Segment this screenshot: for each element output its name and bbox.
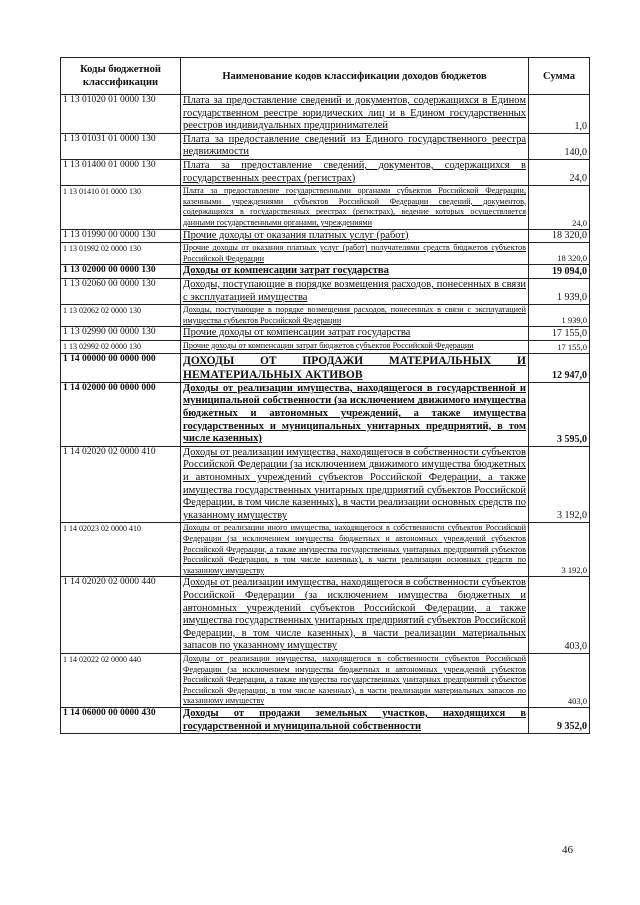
table-row [61, 186, 590, 229]
table-row [61, 243, 590, 265]
row-name-cell: Доходы от реализации имущества, находящегося в собственности субъектов Российской Федерации (за исключением имущества бюджетных и автономных учреждений субъектов Российской Федерации, а также имущества государственных унитарных предприятий субъектов Российской Федерации, в том числе казенных), в части реализации материальных запасов по указанному имуществу [181, 653, 529, 707]
row-code-cell: 1 13 01990 00 0000 130 [61, 229, 181, 243]
table-row [61, 305, 590, 327]
row-code-cell: 1 13 02062 02 0000 130 [61, 305, 181, 327]
table-header-row [61, 58, 590, 95]
row-name-cell: Доходы от реализации имущества, находящегося в собственности субъектов Российской Федерации (за исключением движимого имущества бюджетных и автономных учреждений субъектов Российской Федерации, а также имущества государственных унитарных предприятий субъектов Российской Федерации, в том числе казенных), в части реализации основных средств по указанному имуществу [181, 446, 529, 523]
row-sum-cell: 18 320,0 [529, 243, 590, 265]
header-sum: Сумма [529, 58, 590, 95]
row-name-cell: Доходы от компенсации затрат государства [181, 265, 529, 279]
row-name-cell: Доходы от реализации имущества, находящегося в собственности субъектов Российской Федерации (за исключением имущества бюджетных и автономных учреждений субъектов Российской Федерации, а также имущества государственных унитарных предприятий субъектов Российской Федерации, в том числе казенных), в части реализации материальных запасов по указанному имуществу [181, 577, 529, 654]
table-row [61, 577, 590, 654]
row-sum-cell: 403,0 [529, 653, 590, 707]
table-row [61, 523, 590, 577]
row-code-cell: 1 13 01020 01 0000 130 [61, 95, 181, 134]
table-row [61, 278, 590, 304]
row-name-cell: Прочие доходы от компенсации затрат государства [181, 327, 529, 341]
row-name-cell: Доходы, поступающие в порядке возмещения расходов, понесенных в связи с эксплуатацией имущества субъектов Российской Федерации [181, 305, 529, 327]
row-code-cell: 1 13 02060 00 0000 130 [61, 278, 181, 304]
row-sum-cell: 9 352,0 [529, 707, 590, 733]
row-code-cell: 1 13 01410 01 0000 130 [61, 186, 181, 229]
row-sum-cell: 24,0 [529, 186, 590, 229]
table-row [61, 653, 590, 707]
table-row [61, 327, 590, 341]
row-name-cell: ДОХОДЫ ОТ ПРОДАЖИ МАТЕРИАЛЬНЫХ И НЕМАТЕРИАЛЬНЫХ АКТИВОВ [181, 353, 529, 382]
row-name-cell: Плата за предоставление сведений из Единого государственного реестра недвижимости [181, 133, 529, 159]
row-code-cell: 1 14 02020 02 0000 440 [61, 577, 181, 654]
table-row [61, 340, 590, 353]
row-name-cell: Прочие доходы от оказания платных услуг (работ) получателями средств бюджетов субъектов Российской Федерации [181, 243, 529, 265]
document-page [60, 57, 589, 734]
row-sum-cell: 17 155,0 [529, 327, 590, 341]
table-row [61, 95, 590, 134]
row-name-cell: Плата за предоставление сведений, документов, содержащихся в государственных реестрах (регистрах) [181, 159, 529, 185]
table-row [61, 446, 590, 523]
row-sum-cell: 1 939,0 [529, 278, 590, 304]
row-sum-cell: 17 155,0 [529, 340, 590, 353]
row-name-cell: Плата за предоставление государственными органами субъектов Российской Федерации, казенными учреждениями субъектов Российской Федерации сведений, документов, содержащихся в государственных реестрах (регистрах), ведение которых осуществляется данными государственными органами, учреждениями [181, 186, 529, 229]
row-code-cell: 1 14 02000 00 0000 000 [61, 382, 181, 446]
table-row [61, 353, 590, 382]
row-code-cell: 1 13 02000 00 0000 130 [61, 265, 181, 279]
header-code: Коды бюджетной классификации [61, 58, 181, 95]
row-sum-cell: 140,0 [529, 133, 590, 159]
row-code-cell: 1 13 02992 02 0000 130 [61, 340, 181, 353]
row-code-cell: 1 14 00000 00 0000 000 [61, 353, 181, 382]
budget-income-table [60, 57, 590, 734]
row-code-cell: 1 14 06000 00 0000 430 [61, 707, 181, 733]
row-code-cell: 1 13 01031 01 0000 130 [61, 133, 181, 159]
row-name-cell: Доходы от реализации имущества, находящегося в государственной и муниципальной собственности (за исключением движимого имущества бюджетных и автономных учреждений, а также имущества государственных и муниципальных унитарных предприятий, в том числе казенных) [181, 382, 529, 446]
table-row [61, 159, 590, 185]
row-code-cell: 1 13 01400 01 0000 130 [61, 159, 181, 185]
table-body [61, 95, 590, 734]
table-row [61, 229, 590, 243]
row-name-cell: Доходы от реализации иного имущества, находящегося в собственности субъектов Российской Федерации (за исключением имущества бюджетных и автономных учреждений субъектов Российской Федерации, а также имущества государственных унитарных предприятий субъектов Российской Федерации, в том числе казенных), в части реализации основных средств по указанному имуществу [181, 523, 529, 577]
row-sum-cell: 403,0 [529, 577, 590, 654]
page-number: 46 [562, 844, 573, 856]
header-name: Наименование кодов классификации доходов бюджетов [181, 58, 529, 95]
row-name-cell: Прочие доходы от оказания платных услуг (работ) [181, 229, 529, 243]
table-row [61, 133, 590, 159]
row-code-cell: 1 13 02990 00 0000 130 [61, 327, 181, 341]
row-sum-cell: 1 939,0 [529, 305, 590, 327]
row-sum-cell: 18 320,0 [529, 229, 590, 243]
row-sum-cell: 24,0 [529, 159, 590, 185]
row-code-cell: 1 14 02023 02 0000 410 [61, 523, 181, 577]
row-sum-cell: 3 192,0 [529, 446, 590, 523]
row-code-cell: 1 14 02022 02 0000 440 [61, 653, 181, 707]
row-code-cell: 1 13 01992 02 0000 130 [61, 243, 181, 265]
row-name-cell: Плата за предоставление сведений и документов, содержащихся в Едином государственном реестре юридических лиц и в Едином государственных реестров индивидуальных предпринимателей [181, 95, 529, 134]
row-sum-cell: 12 947,0 [529, 353, 590, 382]
row-name-cell: Доходы от продажи земельных участков, находящихся в государственной и муниципальной собственности [181, 707, 529, 733]
row-sum-cell: 19 094,0 [529, 265, 590, 279]
row-sum-cell: 3 192,0 [529, 523, 590, 577]
row-name-cell: Доходы, поступающие в порядке возмещения расходов, понесенных в связи с эксплуатацией имущества [181, 278, 529, 304]
row-code-cell: 1 14 02020 02 0000 410 [61, 446, 181, 523]
row-sum-cell: 1,0 [529, 95, 590, 134]
table-row [61, 382, 590, 446]
table-row [61, 707, 590, 733]
row-sum-cell: 3 595,0 [529, 382, 590, 446]
row-name-cell: Прочие доходы от компенсации затрат бюджетов субъектов Российской Федерации [181, 340, 529, 353]
table-row [61, 265, 590, 279]
